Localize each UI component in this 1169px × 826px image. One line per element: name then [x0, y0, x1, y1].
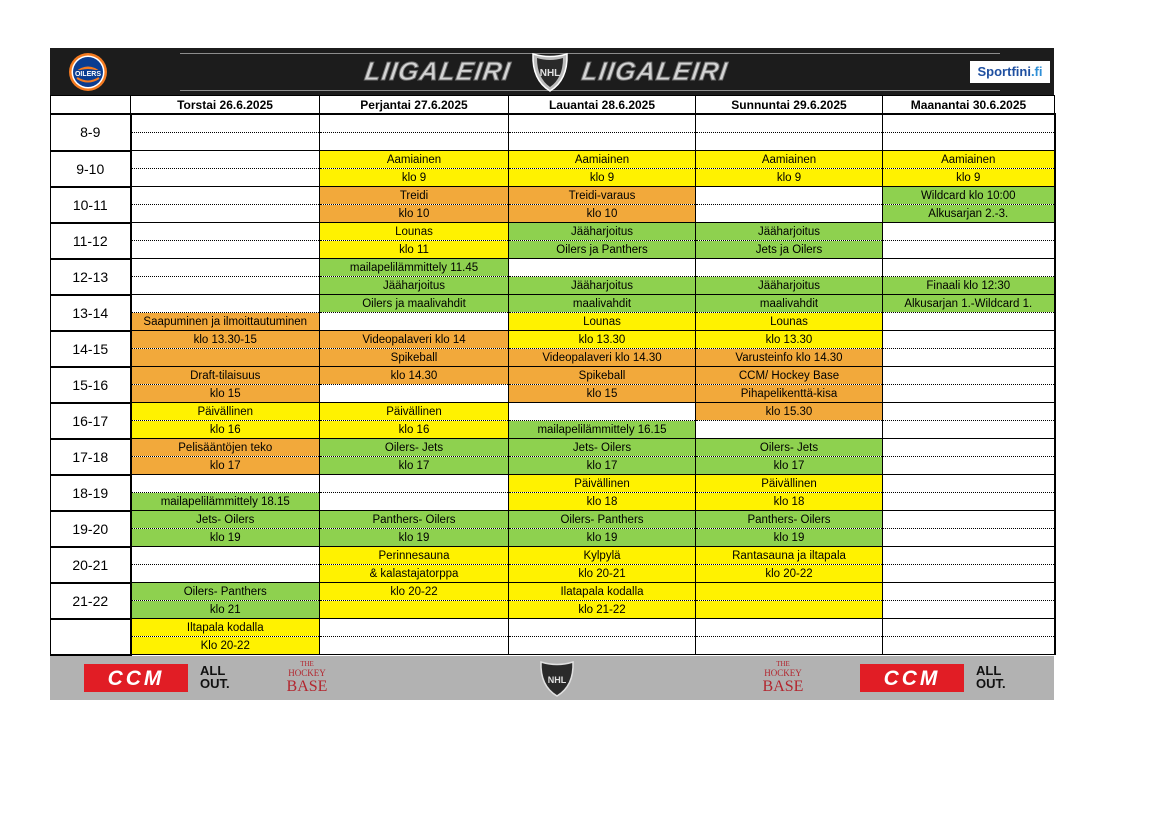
- schedule-cell: [320, 637, 509, 655]
- schedule-cell: klo 13.30: [509, 331, 696, 349]
- schedule-cell: [509, 637, 696, 655]
- schedule-row: [51, 313, 1055, 331]
- schedule-cell: klo 10: [509, 205, 696, 223]
- schedule-cell: Saapuminen ja ilmoittautuminen: [131, 313, 320, 331]
- schedule-row: [51, 529, 1055, 547]
- schedule-row: [51, 583, 1055, 601]
- schedule-row: [51, 493, 1055, 511]
- schedule-row: [51, 133, 1055, 151]
- day-header: Lauantai 28.6.2025: [509, 96, 696, 115]
- schedule-body: [51, 114, 1055, 655]
- time-slot-label: 19-20: [51, 511, 131, 547]
- schedule-cell: [696, 601, 883, 619]
- schedule-row: [51, 385, 1055, 403]
- schedule-cell: [131, 187, 320, 205]
- schedule-cell: [131, 151, 320, 169]
- schedule-cell: [883, 565, 1055, 583]
- allout-line: OUT.: [200, 675, 230, 691]
- schedule-cell: [883, 439, 1055, 457]
- schedule-cell: [131, 205, 320, 223]
- ccm-logo-left: [84, 664, 188, 692]
- schedule-cell: [509, 619, 696, 637]
- schedule-cell: klo 14.30: [320, 367, 509, 385]
- schedule-cell: Perinnesauna: [320, 547, 509, 565]
- schedule-cell: Oilers- Panthers: [131, 583, 320, 601]
- sportfini-logo: [970, 61, 1050, 83]
- schedule-cell: [883, 385, 1055, 403]
- allout-line: ALL: [976, 662, 1002, 678]
- schedule-cell: Finaali klo 12:30: [883, 277, 1055, 295]
- base-text: BASE: [762, 677, 804, 695]
- schedule-row: [51, 241, 1055, 259]
- schedule-cell: [509, 259, 696, 277]
- schedule-cell: Varusteinfo klo 14.30: [696, 349, 883, 367]
- day-header: Sunnuntai 29.6.2025: [696, 96, 883, 115]
- sponsor-name: Sportfini: [977, 64, 1031, 79]
- schedule-cell: klo 19: [131, 529, 320, 547]
- schedule-cell: klo 18: [696, 493, 883, 511]
- schedule-cell: [509, 114, 696, 133]
- time-slot-label: 20-21: [51, 547, 131, 583]
- schedule-cell: [883, 367, 1055, 385]
- schedule-cell: mailapelilämmittely 18.15: [131, 493, 320, 511]
- schedule-cell: Oilers ja Panthers: [509, 241, 696, 259]
- schedule-cell: klo 20-22: [320, 583, 509, 601]
- time-slot-label: 8-9: [51, 114, 131, 151]
- svg-text:OILERS: OILERS: [74, 71, 102, 78]
- schedule-cell: klo 9: [509, 169, 696, 187]
- schedule-cell: [131, 475, 320, 493]
- schedule-cell: [131, 114, 320, 133]
- schedule-cell: [131, 133, 320, 151]
- ccm-text: CCM: [883, 666, 941, 690]
- schedule-cell: Rantasauna ja iltapala: [696, 547, 883, 565]
- schedule-cell: & kalastajatorppa: [320, 565, 509, 583]
- ccm-logo-right: [860, 664, 964, 692]
- oilers-logo-icon: [68, 52, 108, 92]
- schedule-row: [51, 565, 1055, 583]
- time-slot-label: 15-16: [51, 367, 131, 403]
- schedule-cell: [131, 223, 320, 241]
- schedule-row: [51, 403, 1055, 421]
- day-header-row: [51, 96, 1055, 115]
- schedule-cell: [131, 565, 320, 583]
- schedule-cell: [131, 241, 320, 259]
- schedule-cell: Lounas: [509, 313, 696, 331]
- schedule-cell: Päivällinen: [509, 475, 696, 493]
- schedule-row: [51, 223, 1055, 241]
- schedule-cell: klo 9: [883, 169, 1055, 187]
- schedule-cell: [883, 547, 1055, 565]
- sponsor-tld: .fi: [1030, 64, 1043, 79]
- schedule-cell: Oilers- Panthers: [509, 511, 696, 529]
- schedule-row: [51, 547, 1055, 565]
- time-slot-label: 10-11: [51, 187, 131, 223]
- header-line-top: [180, 53, 1000, 54]
- schedule-row: [51, 331, 1055, 349]
- schedule-cell: [320, 475, 509, 493]
- schedule-cell: klo 19: [696, 529, 883, 547]
- schedule-cell: [883, 619, 1055, 637]
- schedule-cell: [320, 493, 509, 511]
- schedule-cell: Oilers- Jets: [320, 439, 509, 457]
- schedule-row: [51, 637, 1055, 655]
- allout-line: OUT.: [976, 675, 1006, 691]
- schedule-cell: [883, 637, 1055, 655]
- allout-line: ALL: [200, 662, 226, 678]
- footer-banner: [50, 656, 1054, 700]
- header-line-bottom: [180, 90, 1000, 91]
- time-slot-label: 16-17: [51, 403, 131, 439]
- schedule-cell: [696, 114, 883, 133]
- schedule-cell: [320, 313, 509, 331]
- schedule-cell: Treidi: [320, 187, 509, 205]
- schedule-cell: Jets- Oilers: [131, 511, 320, 529]
- schedule-cell: [320, 619, 509, 637]
- time-slot-label: 21-22: [51, 583, 131, 619]
- hockey-base-logo-right: [758, 660, 808, 698]
- schedule-cell: [320, 601, 509, 619]
- schedule-cell: klo 17: [509, 457, 696, 475]
- schedule-cell: [509, 403, 696, 421]
- schedule-cell: [696, 187, 883, 205]
- schedule-cell: klo 21: [131, 601, 320, 619]
- day-header: Maanantai 30.6.2025: [883, 96, 1055, 115]
- schedule-cell: klo 11: [320, 241, 509, 259]
- schedule-cell: [509, 133, 696, 151]
- schedule-cell: mailapelilämmittely 16.15: [509, 421, 696, 439]
- day-header: Perjantai 27.6.2025: [320, 96, 509, 115]
- base-text: THE: [300, 659, 314, 668]
- schedule-cell: Aamiainen: [696, 151, 883, 169]
- schedule-cell: [883, 349, 1055, 367]
- schedule-cell: [883, 313, 1055, 331]
- schedule-cell: maalivahdit: [696, 295, 883, 313]
- allout-right: [976, 664, 1006, 690]
- schedule-cell: Spikeball: [320, 349, 509, 367]
- schedule-cell: Päivällinen: [320, 403, 509, 421]
- schedule-cell: klo 15: [509, 385, 696, 403]
- schedule-cell: klo 19: [320, 529, 509, 547]
- schedule-cell: [320, 114, 509, 133]
- base-text: THE: [776, 659, 790, 668]
- schedule-cell: mailapelilämmittely 11.45: [320, 259, 509, 277]
- schedule-cell: klo 9: [320, 169, 509, 187]
- schedule-sheet: [50, 48, 1054, 700]
- time-slot-label: [51, 619, 131, 655]
- schedule-cell: Aamiainen: [509, 151, 696, 169]
- svg-text:NHL: NHL: [539, 68, 561, 79]
- schedule-cell: maalivahdit: [509, 295, 696, 313]
- schedule-cell: [883, 421, 1055, 439]
- schedule-cell: Panthers- Oilers: [320, 511, 509, 529]
- schedule-cell: [883, 133, 1055, 151]
- schedule-cell: Alkusarjan 2.-3.: [883, 205, 1055, 223]
- schedule-row: [51, 169, 1055, 187]
- schedule-row: [51, 511, 1055, 529]
- title-right: LIIGALEIRI: [579, 56, 730, 86]
- schedule-cell: klo 19: [509, 529, 696, 547]
- schedule-cell: Iltapala kodalla: [131, 619, 320, 637]
- schedule-cell: Treidi-varaus: [509, 187, 696, 205]
- schedule-cell: [883, 457, 1055, 475]
- schedule-cell: [883, 403, 1055, 421]
- time-column-header: [51, 96, 131, 115]
- schedule-cell: klo 21-22: [509, 601, 696, 619]
- schedule-cell: Jets- Oilers: [509, 439, 696, 457]
- schedule-row: [51, 601, 1055, 619]
- schedule-row: [51, 421, 1055, 439]
- schedule-row: [51, 187, 1055, 205]
- schedule-cell: [883, 493, 1055, 511]
- schedule-cell: [696, 583, 883, 601]
- schedule-cell: klo 20-21: [509, 565, 696, 583]
- schedule-row: [51, 367, 1055, 385]
- schedule-cell: [320, 385, 509, 403]
- schedule-cell: klo 13.30-15: [131, 331, 320, 349]
- schedule-row: [51, 457, 1055, 475]
- schedule-row: [51, 439, 1055, 457]
- schedule-cell: [696, 205, 883, 223]
- schedule-cell: [883, 114, 1055, 133]
- schedule-cell: Jääharjoitus: [696, 223, 883, 241]
- schedule-cell: Spikeball: [509, 367, 696, 385]
- schedule-cell: Pihapelikenttä-kisa: [696, 385, 883, 403]
- nhl-shield-icon: [538, 658, 576, 698]
- allout-left: [200, 664, 230, 690]
- schedule-row: [51, 114, 1055, 133]
- schedule-cell: [131, 259, 320, 277]
- base-text: HOCKEY: [288, 667, 326, 678]
- schedule-cell: [131, 169, 320, 187]
- schedule-cell: klo 13.30: [696, 331, 883, 349]
- schedule-cell: klo 15: [131, 385, 320, 403]
- ccm-text: CCM: [107, 666, 165, 690]
- schedule-cell: Wildcard klo 10:00: [883, 187, 1055, 205]
- schedule-cell: [883, 259, 1055, 277]
- schedule-cell: [696, 637, 883, 655]
- schedule-cell: Lounas: [696, 313, 883, 331]
- schedule-cell: [131, 547, 320, 565]
- schedule-cell: [883, 241, 1055, 259]
- schedule-cell: Videopalaveri klo 14: [320, 331, 509, 349]
- time-slot-label: 17-18: [51, 439, 131, 475]
- schedule-row: [51, 475, 1055, 493]
- schedule-cell: [696, 421, 883, 439]
- schedule-cell: [883, 475, 1055, 493]
- hockey-base-logo-left: [282, 660, 332, 698]
- schedule-cell: Kylpylä: [509, 547, 696, 565]
- schedule-cell: Jääharjoitus: [509, 277, 696, 295]
- schedule-cell: Ilatapala kodalla: [509, 583, 696, 601]
- schedule-cell: klo 9: [696, 169, 883, 187]
- schedule-cell: Aamiainen: [883, 151, 1055, 169]
- schedule-cell: klo 16: [131, 421, 320, 439]
- schedule-row: [51, 259, 1055, 277]
- schedule-cell: Klo 20-22: [131, 637, 320, 655]
- schedule-cell: klo 18: [509, 493, 696, 511]
- schedule-cell: [320, 133, 509, 151]
- schedule-cell: klo 17: [131, 457, 320, 475]
- schedule-row: [51, 205, 1055, 223]
- schedule-cell: Päivällinen: [696, 475, 883, 493]
- schedule-cell: [131, 277, 320, 295]
- schedule-row: [51, 151, 1055, 169]
- day-header: Torstai 26.6.2025: [131, 96, 320, 115]
- schedule-cell: Alkusarjan 1.-Wildcard 1.: [883, 295, 1055, 313]
- time-slot-label: 14-15: [51, 331, 131, 367]
- schedule-cell: Oilers ja maalivahdit: [320, 295, 509, 313]
- schedule-cell: Lounas: [320, 223, 509, 241]
- schedule-cell: klo 17: [320, 457, 509, 475]
- schedule-cell: Jääharjoitus: [696, 277, 883, 295]
- time-slot-label: 12-13: [51, 259, 131, 295]
- schedule-cell: [696, 133, 883, 151]
- schedule-cell: [131, 295, 320, 313]
- schedule-cell: [131, 349, 320, 367]
- schedule-cell: [883, 529, 1055, 547]
- schedule-cell: Draft-tilaisuus: [131, 367, 320, 385]
- schedule-cell: [883, 331, 1055, 349]
- schedule-row: [51, 619, 1055, 637]
- time-slot-label: 11-12: [51, 223, 131, 259]
- base-text: HOCKEY: [764, 667, 802, 678]
- schedule-cell: klo 10: [320, 205, 509, 223]
- schedule-cell: Jääharjoitus: [509, 223, 696, 241]
- schedule-cell: Jääharjoitus: [320, 277, 509, 295]
- time-slot-label: 13-14: [51, 295, 131, 331]
- schedule-cell: klo 20-22: [696, 565, 883, 583]
- svg-text:NHL: NHL: [547, 674, 567, 685]
- schedule-cell: [696, 619, 883, 637]
- schedule-cell: CCM/ Hockey Base: [696, 367, 883, 385]
- schedule-cell: klo 16: [320, 421, 509, 439]
- time-slot-label: 18-19: [51, 475, 131, 511]
- schedule-table: [50, 95, 1056, 656]
- nhl-shield-icon: [530, 50, 570, 93]
- schedule-cell: [883, 511, 1055, 529]
- header-banner: [50, 48, 1054, 95]
- schedule-cell: [883, 223, 1055, 241]
- schedule-cell: [696, 259, 883, 277]
- schedule-cell: Jets ja Oilers: [696, 241, 883, 259]
- schedule-row: [51, 295, 1055, 313]
- schedule-cell: Oilers- Jets: [696, 439, 883, 457]
- schedule-cell: Panthers- Oilers: [696, 511, 883, 529]
- base-text: BASE: [286, 677, 328, 695]
- schedule-row: [51, 277, 1055, 295]
- title-left: LIIGALEIRI: [362, 56, 513, 86]
- schedule-row: [51, 349, 1055, 367]
- schedule-cell: [883, 583, 1055, 601]
- schedule-cell: klo 15.30: [696, 403, 883, 421]
- schedule-cell: Aamiainen: [320, 151, 509, 169]
- time-slot-label: 9-10: [51, 151, 131, 187]
- schedule-cell: klo 17: [696, 457, 883, 475]
- schedule-cell: [883, 601, 1055, 619]
- schedule-cell: Päivällinen: [131, 403, 320, 421]
- schedule-cell: Videopalaveri klo 14.30: [509, 349, 696, 367]
- schedule-cell: Pelisääntöjen teko: [131, 439, 320, 457]
